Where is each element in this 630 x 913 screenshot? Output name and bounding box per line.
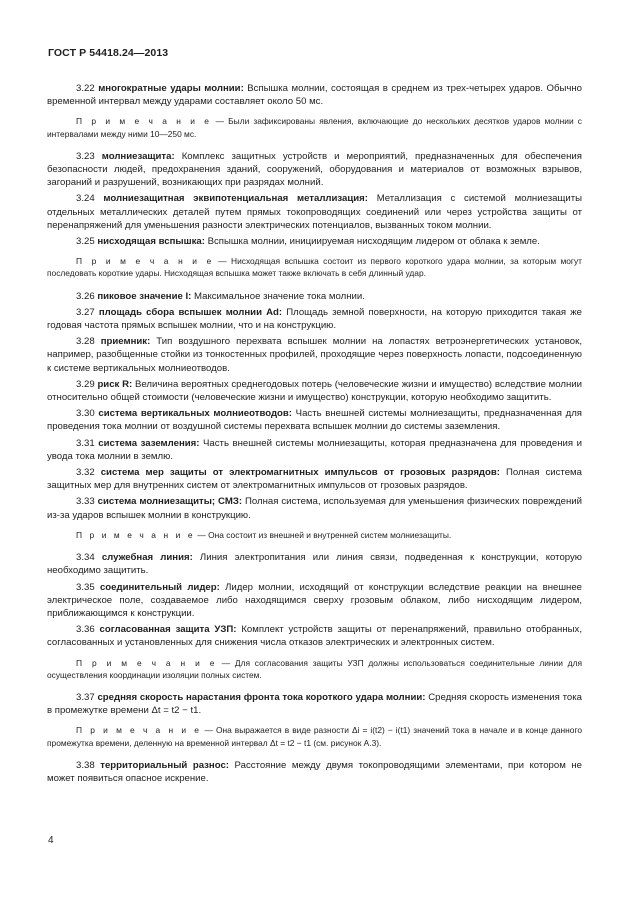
page-number: 4: [48, 835, 54, 846]
definition-3-35: 3.35 соединительный лидер: Лидер молнии, исходящий от конструкции вследствие реакции на внешнее электрическое поле, создаваемое либо находящимся сверху грозовым облаком, либо нисходящим лидером, приближающимся к конструкции.: [47, 581, 583, 619]
definition-3-26: 3.26 пиковое значение I: Максимальное значение тока молнии.: [76, 290, 365, 302]
definition-3-22: 3.22 многократные удары молнии: Вспышка молнии, состоящая в среднем из трех-четырех ударов. Обычно временной интервал между ударами составляет около 50 мс.: [47, 83, 582, 108]
definition-3-38: 3.38 территориальный разнос: Расстояние между двумя токопроводящими элементами, при котором не может появиться опасное искрение.: [47, 759, 582, 784]
definition-3-25: 3.25 нисходящая вспышка: Вспышка молнии, инициируемая нисходящим лидером от облака к земле.: [76, 236, 540, 248]
definition-3-33: 3.33 система молниезащиты; СМЗ: Полная система, используемая для уменьшения физических повреждений из-за ударов вспышек молнии в конструкцию.: [47, 496, 582, 521]
note-3-36: П р и м е ч а н и е — Для согласования защиты УЗП должны использоваться соединительные линии для осуществления координации изоляции полных систем.: [47, 657, 582, 680]
note-3-22: П р и м е ч а н и е — Были зафиксированы явления, включающие до нескольких десятков ударов молнии с интервалами между ними 10—250 мс.: [47, 116, 582, 139]
definition-3-34: 3.34 служебная линия: Линия электропитания или линия связи, подведенная к конструкции, которую необходимо защитить.: [47, 552, 582, 577]
definition-3-32: 3.32 система мер защиты от электромагнитных импульсов от грозовых разрядов: Полная система защитных мер для внутренних систем от электромагнитных импульсов от грозовых разрядов.: [47, 467, 582, 492]
definition-3-31: 3.31 система заземления: Часть внешней системы молниезащиты, которая предназначена для проведения и увода тока молнии в землю.: [47, 437, 583, 462]
definition-3-24: 3.24 молниезащитная эквипотенциальная металлизация: Металлизация с системой молниезащиты отдельных металлических деталей путем прямых токопроводящих соединений или через устройства защиты от перенапряжений для уменьшения разности электрических потенциалов, вызванных током молнии.: [47, 193, 582, 231]
definition-3-36: 3.36 согласованная защита УЗП: Комплект устройств защиты от перенапряжений, правильно отобранных, согласованных и установленных для снижения числа отказов электрических и электронных систем.: [47, 624, 582, 649]
definition-3-29: 3.29 риск R: Величина вероятных среднегодовых потерь (человеческие жизни и имущество) вследствие молнии относительно общей стоимости (человеческие жизни и имущество) конструкции, которую необходимо защитить.: [47, 378, 583, 404]
document-header: ГОСТ Р 54418.24—2013: [48, 47, 169, 59]
definition-3-23: 3.23 молниезащита: Комплекс защитных устройств и мероприятий, предназначенных для обеспечения безопасности людей, предохранения зданий, сооружений, оборудования и материалов от возможных взрывов, загораний и разрушений, возникающих при разрядах молний.: [47, 150, 582, 189]
definition-3-30: 3.30 система вертикальных молниеотводов: Часть внешней системы молниезащиты, предназначенная для проведения тока молнии от воздушной системы перехвата вспышек молнии до системы заземления.: [47, 408, 582, 433]
definition-3-27: 3.27 площадь сбора вспышек молнии Ad: Площадь земной поверхности, на которую приходится такая же годовая частота прямых вспышек молнии, что и на конструкцию.: [47, 306, 583, 332]
definition-3-28: 3.28 приемник: Тип воздушного перехвата вспышек молнии на лопастях ветроэнергетических установок, например, разобщенные стойки из тонкостенных профилей, проходящие через поверхность лопасти, подсоединенную к системе вертикальных молниеотводов.: [47, 336, 582, 374]
definition-3-37: 3.37 средняя скорость нарастания фронта тока короткого удара молнии: Средняя скорость изменения тока в промежутке времени Δt = t2 − t1.: [47, 691, 582, 717]
note-3-33: П р и м е ч а н и е — Она состоит из внешней и внутренней систем молниезащиты.: [76, 529, 452, 540]
note-3-25: П р и м е ч а н и е — Нисходящая вспышка состоит из первого короткого удара молнии, за которым могут последовать короткие удары. Нисходящая вспышка может также включать в себя длинный удар.: [47, 256, 582, 279]
note-3-37: П р и м е ч а н и е — Она выражается в виде разности Δi = i(t2) − i(t1) значений тока в начале и в конце данного промежутка времени, деленную на временной интервал Δt = t2 − t1 (см. рисунок А.3).: [47, 725, 582, 748]
document-body: [47, 82, 582, 788]
